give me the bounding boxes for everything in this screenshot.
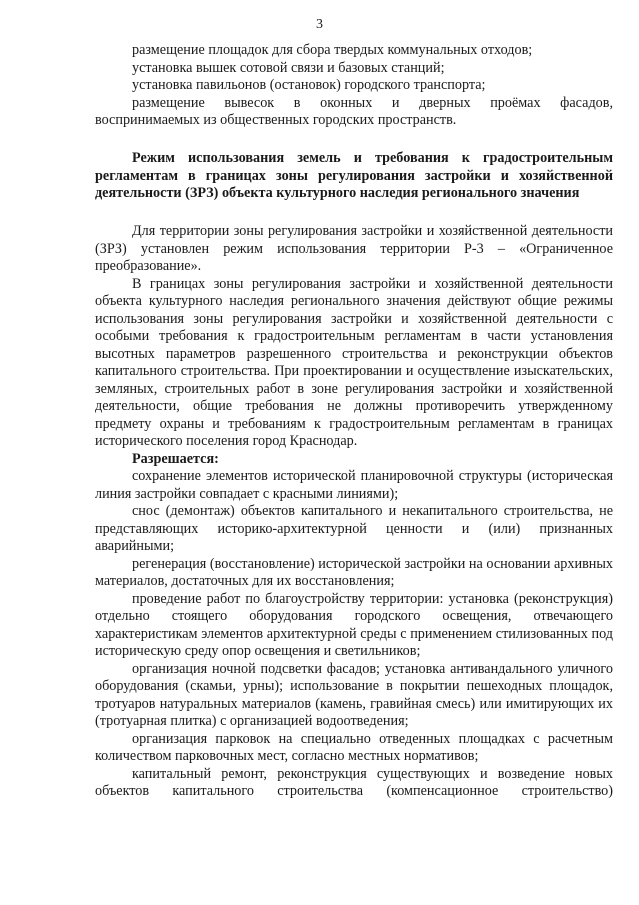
paragraph-requirements: В границах зоны регулирования застройки и хозяйственной деятельности объекта культурного наследия регионального значения действуют общие режимы использования зоны регулирования застройки и хозяйственной деятельности с особыми требования к градостроительным регламентам в части установления высотных параметров разрешенного строительства и реконструкции объектов капитального строительства. При проектировании и осуществление изыскательских, земляных, строительных работ в зоне регулирования застройки и хозяйственной деятельности, общие требования не должны противоречить утвержденному предмету охраны и требованиям к градостроительным регламентам в границах исторического поселения город Краснодар. [95, 275, 613, 449]
paragraph-zone: Для территории зоны регулирования застройки и хозяйственной деятельности (ЗРЗ) установлен режим использования территории Р-3 – «Ограниченное преобразование». [95, 223, 613, 274]
list-item-signs-line1: размещение вывесок в оконных и дверных проёмах фасадов, [132, 94, 613, 111]
list-item-signs-line2: воспринимаемых из общественных городских пространств. [95, 112, 457, 128]
section-body [95, 223, 613, 801]
intro-list [95, 42, 613, 130]
page-number: 3 [316, 17, 323, 32]
section-heading: Режим использования земель и требования к градостроительным регламентам в границах зоны регулирования застройки и хозяйственной деятельности (ЗРЗ) объекта культурного наследия регионального значения [95, 150, 613, 201]
list-item: сохранение элементов исторической планировочной структуры (историческая линия застройки совпадает с красными линиями); [95, 468, 613, 502]
list-item: организация ночной подсветки фасадов; установка антивандального уличного оборудования (скамьи, урны); использование в покрытии пешеходных площадок, тротуаров натуральных материалов (камень, гравийная смесь) или имитирующих их (тротуарная плитка) с организацией водоотведения; [95, 660, 613, 729]
list-item: организация парковок на специально отведенных площадках с расчетным количеством парковочных мест, согласно местных нормативов; [95, 730, 613, 764]
list-item: установка вышек сотовой связи и базовых станций; [132, 59, 445, 76]
list-item: установка павильонов (остановок) городского транспорта; [132, 77, 486, 93]
allowed-label: Разрешается: [132, 450, 219, 467]
list-item: снос (демонтаж) объектов капитального и некапитального строительства, не представляющих историко-архитектурной ценности и (или) признанных аварийными; [95, 503, 613, 554]
list-item-last-line2: объектов капитального строительства (компенсационное строительство) [95, 783, 613, 799]
list-item-last-line1: капитальный ремонт, реконструкция существующих и возведение новых [132, 765, 613, 782]
section [95, 150, 613, 203]
list-item: размещение площадок для сбора твердых коммунальных отходов; [132, 42, 533, 58]
list-item: регенерация (восстановление) исторической застройки на основании архивных материалов, достаточных для их восстановления; [95, 555, 613, 589]
list-item: проведение работ по благоустройству территории: установка (реконструкция) отдельно стоящего оборудования городского освещения, отвечающего характеристикам элементов архитектурной среды с применением стилизованных под историческую среду опор освещения и светильников; [95, 590, 613, 659]
